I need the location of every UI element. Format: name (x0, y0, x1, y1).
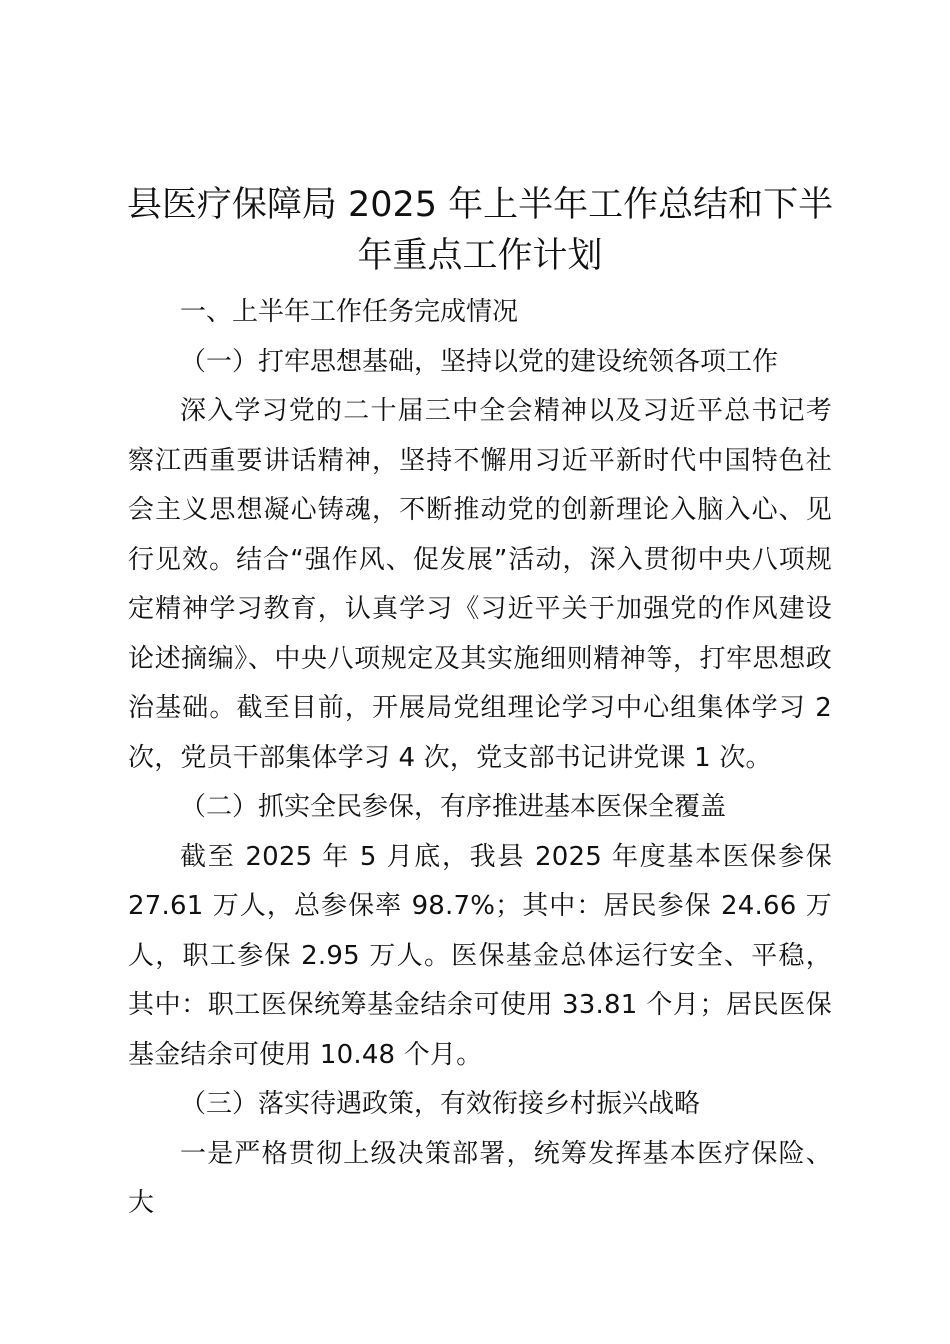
subsection-paragraph-3: 一是严格贯彻上级决策部署，统筹发挥基本医疗保险、大 (128, 1138, 832, 1218)
subsection-paragraph-1: 深入学习党的二十届三中全会精神以及习近平总书记考察江西重要讲话精神，坚持不懈用习近平新时代中国特色社会主义思想凝心铸魂，不断推动党的创新理论入脑入心、见行见效。结合“强作风、促发展”活动，深入贯彻中央八项规定精神学习教育，认真学习《习近平关于加强党的作风建设论述摘编》、中央八项规定及其实施细则精神等，打牢思想政治基础。截至目前，开展局党组理论学习中心组集体学习 2 次，党员干部集体学习 4 次，党支部书记讲党课 1 次。 (128, 396, 832, 773)
document-title (114, 180, 846, 282)
subsection-heading-2: （二）抓实全民参保，有序推进基本医保全覆盖 (180, 792, 727, 822)
subsection-heading-1: （一）打牢思想基础，坚持以党的建设统领各项工作 (180, 346, 779, 377)
subsection-paragraph-2: 截至 2025 年 5 月底，我县 2025 年度基本医保参保 27.61 万人，总参保率 98.7%；其中：居民参保 24.66 万人，职工参保 2.95 万人。医保基金总体运行安全、平稳，其中：职工医保统筹基金结余可使用 33.81 个月；居民医保基金结余可使用 10.48 个月。 (128, 841, 832, 1070)
title-line-2: 年重点工作计划 (357, 236, 603, 276)
title-line-1: 县医疗保障局 2025 年上半年工作总结和下半 (126, 185, 834, 225)
section-heading-1: 一、上半年工作任务完成情况 (180, 297, 519, 327)
document-page (128, 180, 832, 1229)
subsection-heading-3: （三）落实待遇政策，有效衔接乡村振兴战略 (180, 1089, 701, 1119)
